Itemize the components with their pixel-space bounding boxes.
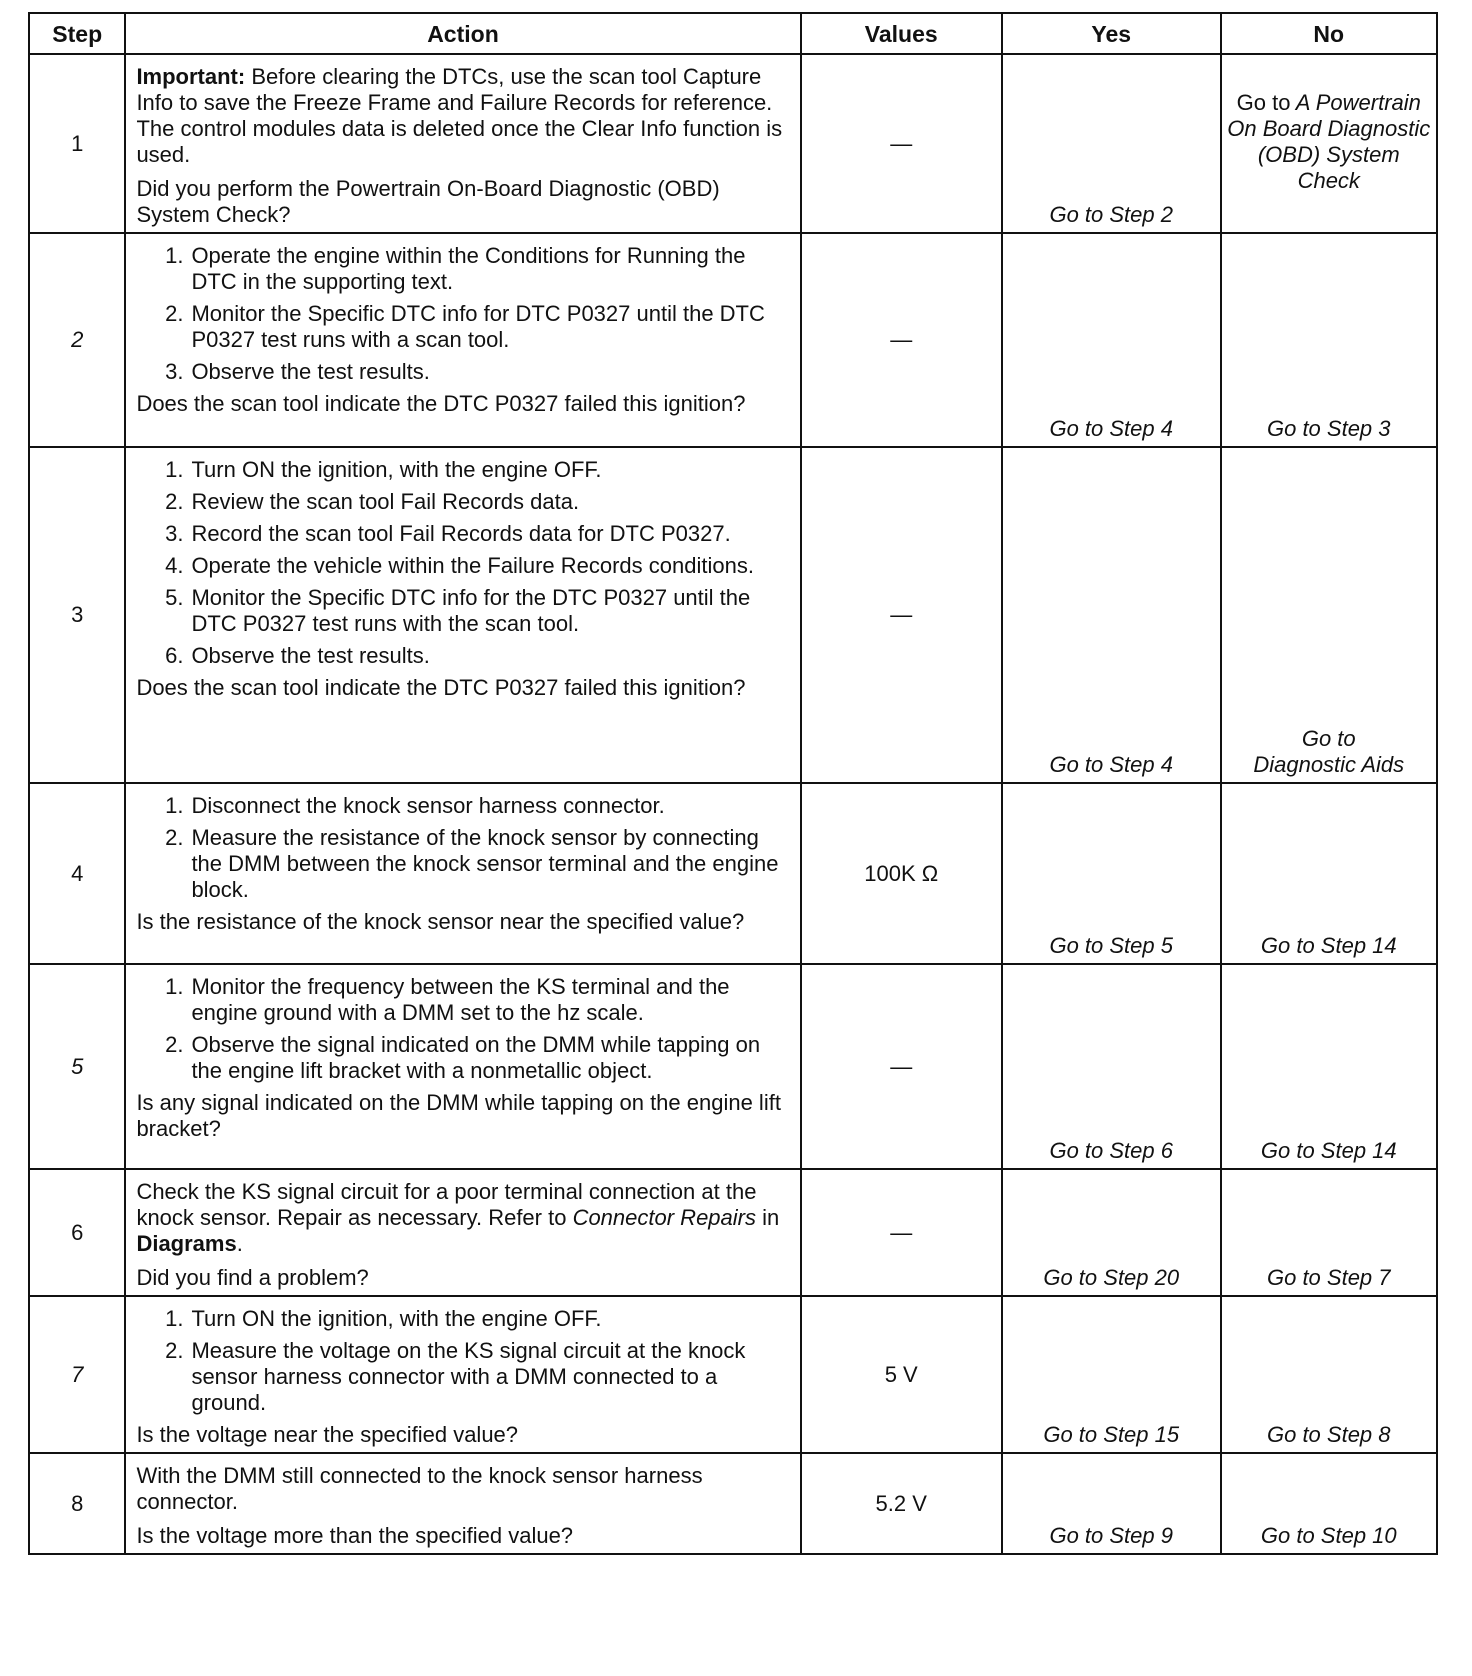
yes-link[interactable]: Go to Step 15: [1002, 1296, 1221, 1453]
list-item: 1. Operate the engine within the Conditions for Running the DTC in the supporting text.: [165, 243, 746, 294]
yes-link[interactable]: Go to Step 20: [1002, 1169, 1221, 1296]
action-list: [136, 793, 789, 903]
table-row: [29, 447, 1437, 783]
list-item: 2. Review the scan tool Fail Records data.: [165, 489, 580, 514]
action-question: Did you perform the Powertrain On-Board Diagnostic (OBD) System Check?: [136, 176, 720, 227]
list-item: 4. Operate the vehicle within the Failure Records conditions.: [165, 553, 754, 578]
header-no: No: [1221, 13, 1437, 54]
action-cell: [125, 964, 800, 1169]
action-cell: [125, 1296, 800, 1453]
no-link[interactable]: Go to Step 3: [1221, 233, 1437, 447]
action-question: Is any signal indicated on the DMM while tapping on the engine lift bracket?: [136, 1090, 781, 1141]
no-line-2: Diagnostic Aids: [1253, 752, 1405, 777]
value-cell: —: [801, 447, 1002, 783]
no-link[interactable]: Go to Step 14: [1221, 964, 1437, 1169]
list-item: 1. Turn ON the ignition, with the engine OFF.: [165, 457, 602, 482]
value-cell: 5.2 V: [801, 1453, 1002, 1554]
table-row: [29, 783, 1437, 964]
step-number: 5: [29, 964, 125, 1169]
action-cell: [125, 1453, 800, 1554]
step-number: 3: [29, 447, 125, 783]
action-list: [136, 974, 789, 1084]
list-item: 1. Monitor the frequency between the KS terminal and the engine ground with a DMM set to the hz scale.: [165, 974, 730, 1025]
action-question: Is the voltage more than the specified value?: [136, 1523, 574, 1548]
action-cell: [125, 447, 800, 783]
important-label: Important:: [136, 64, 246, 89]
no-link[interactable]: Go to Step 14: [1221, 783, 1437, 964]
action-list: [136, 457, 789, 669]
action-question: Did you find a problem?: [136, 1265, 369, 1290]
diagnostic-table: [28, 12, 1438, 1555]
step-number: 2: [29, 233, 125, 447]
step-number: 7: [29, 1296, 125, 1453]
yes-link[interactable]: Go to Step 4: [1002, 447, 1221, 783]
action-text: With the DMM still connected to the knock sensor harness connector.: [136, 1463, 703, 1514]
action-cell: [125, 783, 800, 964]
header-action: Action: [125, 13, 800, 54]
value-cell: —: [801, 233, 1002, 447]
yes-link[interactable]: Go to Step 4: [1002, 233, 1221, 447]
list-item: 6. Observe the test results.: [165, 643, 430, 668]
action-cell: [125, 54, 800, 233]
action-cell: [125, 233, 800, 447]
table-row: [29, 1296, 1437, 1453]
step-number: 1: [29, 54, 125, 233]
no-prefix: Go to: [1236, 89, 1291, 115]
action-question: Is the resistance of the knock sensor near the specified value?: [136, 909, 745, 934]
no-link[interactable]: Go to Step 8: [1221, 1296, 1437, 1453]
list-item: 2. Observe the signal indicated on the DMM while tapping on the engine lift bracket with a nonmetallic object.: [165, 1032, 761, 1083]
value-cell: 100K Ω: [801, 783, 1002, 964]
list-item: 2. Measure the resistance of the knock sensor by connecting the DMM between the knock sensor terminal and the engine block.: [165, 825, 779, 902]
header-step: Step: [29, 13, 125, 54]
yes-link[interactable]: Go to Step 5: [1002, 783, 1221, 964]
important-text: Before clearing the DTCs, use the scan tool Capture Info to save the Freeze Frame and Failure Records for reference. The control modules data is deleted once the Clear Info function is used.: [136, 64, 783, 167]
table-row: [29, 233, 1437, 447]
step-number: 6: [29, 1169, 125, 1296]
action-list: [136, 1306, 789, 1416]
action-question: Does the scan tool indicate the DTC P0327 failed this ignition?: [136, 391, 746, 416]
yes-link[interactable]: Go to Step 2: [1002, 54, 1221, 233]
list-item: 2. Measure the voltage on the KS signal circuit at the knock sensor harness connector with a DMM connected to a ground.: [165, 1338, 746, 1415]
no-link[interactable]: [1221, 447, 1437, 783]
action-question: Does the scan tool indicate the DTC P0327 failed this ignition?: [136, 675, 746, 700]
step-number: 8: [29, 1453, 125, 1554]
header-yes: Yes: [1002, 13, 1221, 54]
no-link-text: A Powertrain On Board Diagnostic (OBD) System Check: [1227, 89, 1431, 193]
table-row: [29, 1453, 1437, 1554]
table-row: [29, 54, 1437, 233]
value-cell: —: [801, 1169, 1002, 1296]
yes-link[interactable]: Go to Step 6: [1002, 964, 1221, 1169]
yes-link[interactable]: Go to Step 9: [1002, 1453, 1221, 1554]
no-link[interactable]: Go to Step 10: [1221, 1453, 1437, 1554]
list-item: 3. Record the scan tool Fail Records data for DTC P0327.: [165, 521, 731, 546]
connector-repairs-link[interactable]: Connector Repairs: [572, 1205, 756, 1230]
no-line-1: Go to: [1301, 726, 1356, 751]
diagrams-ref: Diagrams: [136, 1231, 237, 1256]
action-text: Check the KS signal circuit for a poor terminal connection at the knock sensor. Repair as necessary. Refer to Connector Repairs in Diagrams.: [136, 1179, 780, 1256]
list-item: 5. Monitor the Specific DTC info for the DTC P0327 until the DTC P0327 test runs with the scan tool.: [165, 585, 751, 636]
step-number: 4: [29, 783, 125, 964]
action-list: [136, 243, 789, 385]
list-item: 2. Monitor the Specific DTC info for DTC P0327 until the DTC P0327 test runs with a scan tool.: [165, 301, 765, 352]
no-link[interactable]: [1221, 54, 1437, 233]
list-item: 1. Turn ON the ignition, with the engine OFF.: [165, 1306, 602, 1331]
header-values: Values: [801, 13, 1002, 54]
action-cell: [125, 1169, 800, 1296]
important-note: [136, 64, 789, 168]
action-question: Is the voltage near the specified value?: [136, 1422, 519, 1447]
table-row: [29, 964, 1437, 1169]
value-cell: —: [801, 964, 1002, 1169]
list-item: 1. Disconnect the knock sensor harness connector.: [165, 793, 665, 818]
value-cell: 5 V: [801, 1296, 1002, 1453]
table-row: [29, 1169, 1437, 1296]
no-link[interactable]: Go to Step 7: [1221, 1169, 1437, 1296]
header-row: [29, 13, 1437, 54]
list-item: 3. Observe the test results.: [165, 359, 430, 384]
value-cell: —: [801, 54, 1002, 233]
